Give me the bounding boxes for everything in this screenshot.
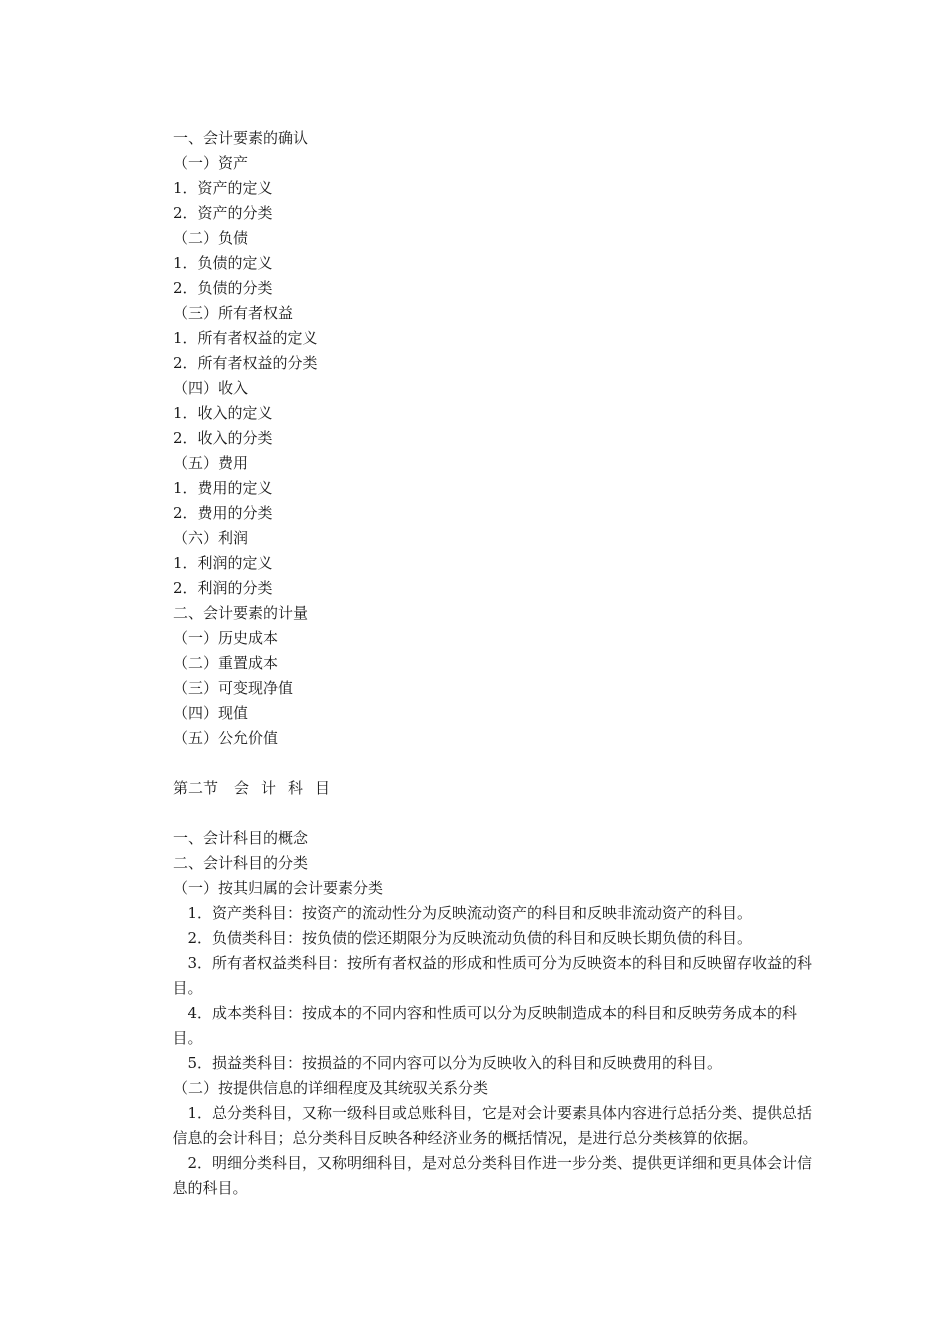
paragraph: 1．总分类科目，又称一级科目或总账科目，它是对会计要素具体内容进行总括分类、提供总括信息的会计科目；总分类科目反映各种经济业务的概括情况，是进行总分类核算的依据。 xyxy=(172,1104,813,1147)
paragraph: 4．成本类科目：按成本的不同内容和性质可以分为反映制造成本的科目和反映劳务成本的科目。 xyxy=(172,1004,798,1047)
outline-item: 1．负债的定义 xyxy=(173,254,273,272)
section-title: 会计科目 xyxy=(234,779,343,797)
outline-item: （五）公允价值 xyxy=(173,729,279,747)
section2-item: 一、会计科目的概念 xyxy=(173,829,309,847)
subheading: （二）按提供信息的详细程度及其统驭关系分类 xyxy=(173,1079,489,1097)
outline-item: 1．利润的定义 xyxy=(173,554,273,572)
outline-item: 二、会计要素的计量 xyxy=(173,604,309,622)
classification-paragraphs-b xyxy=(173,1101,814,1201)
paragraph: 1．资产类科目：按资产的流动性分为反映流动资产的科目和反映非流动资产的科目。 xyxy=(187,904,753,922)
outline-item: 1．所有者权益的定义 xyxy=(173,329,318,347)
outline-item: 一、会计要素的确认 xyxy=(173,129,309,147)
outline-list xyxy=(173,126,813,751)
outline-item: 2．负债的分类 xyxy=(173,279,273,297)
outline-item: （三）所有者权益 xyxy=(173,304,294,322)
outline-item: 1．收入的定义 xyxy=(173,404,273,422)
outline-item: （四）收入 xyxy=(173,379,249,397)
paragraph: 5．损益类科目：按损益的不同内容可以分为反映收入的科目和反映费用的科目。 xyxy=(187,1054,723,1072)
paragraph: 3．所有者权益类科目：按所有者权益的形成和性质可分为反映资本的科目和反映留存收益的科目。 xyxy=(172,954,813,997)
outline-item: 2．资产的分类 xyxy=(173,204,273,222)
section2-item: （一）按其归属的会计要素分类 xyxy=(173,879,384,897)
outline-item: 1．资产的定义 xyxy=(173,179,273,197)
outline-item: （六）利润 xyxy=(173,529,249,547)
outline-item: （五）费用 xyxy=(173,454,249,472)
section-label: 第二节 xyxy=(173,779,219,797)
classification-paragraphs-a xyxy=(173,901,814,1076)
outline-item: 2．费用的分类 xyxy=(173,504,273,522)
paragraph: 2．负债类科目：按负债的偿还期限分为反映流动负债的科目和反映长期负债的科目。 xyxy=(187,929,753,947)
outline-item: 1．费用的定义 xyxy=(173,479,273,497)
section-heading xyxy=(173,776,813,801)
outline-item: （一）资产 xyxy=(173,154,249,172)
paragraph: 2．明细分类科目，又称明细科目，是对总分类科目作进一步分类、提供更详细和更具体会计信息的科目。 xyxy=(172,1154,813,1197)
outline-item: （四）现值 xyxy=(173,704,249,722)
outline-item: （三）可变现净值 xyxy=(173,679,294,697)
outline-item: （一）历史成本 xyxy=(173,629,279,647)
outline-item: 2．收入的分类 xyxy=(173,429,273,447)
document-body xyxy=(173,126,813,1201)
outline-item: （二）负债 xyxy=(173,229,249,247)
section2-item: 二、会计科目的分类 xyxy=(173,854,309,872)
outline-item: 2．利润的分类 xyxy=(173,579,273,597)
section2-outline xyxy=(173,826,813,901)
outline-item: （二）重置成本 xyxy=(173,654,279,672)
outline-item: 2．所有者权益的分类 xyxy=(173,354,318,372)
